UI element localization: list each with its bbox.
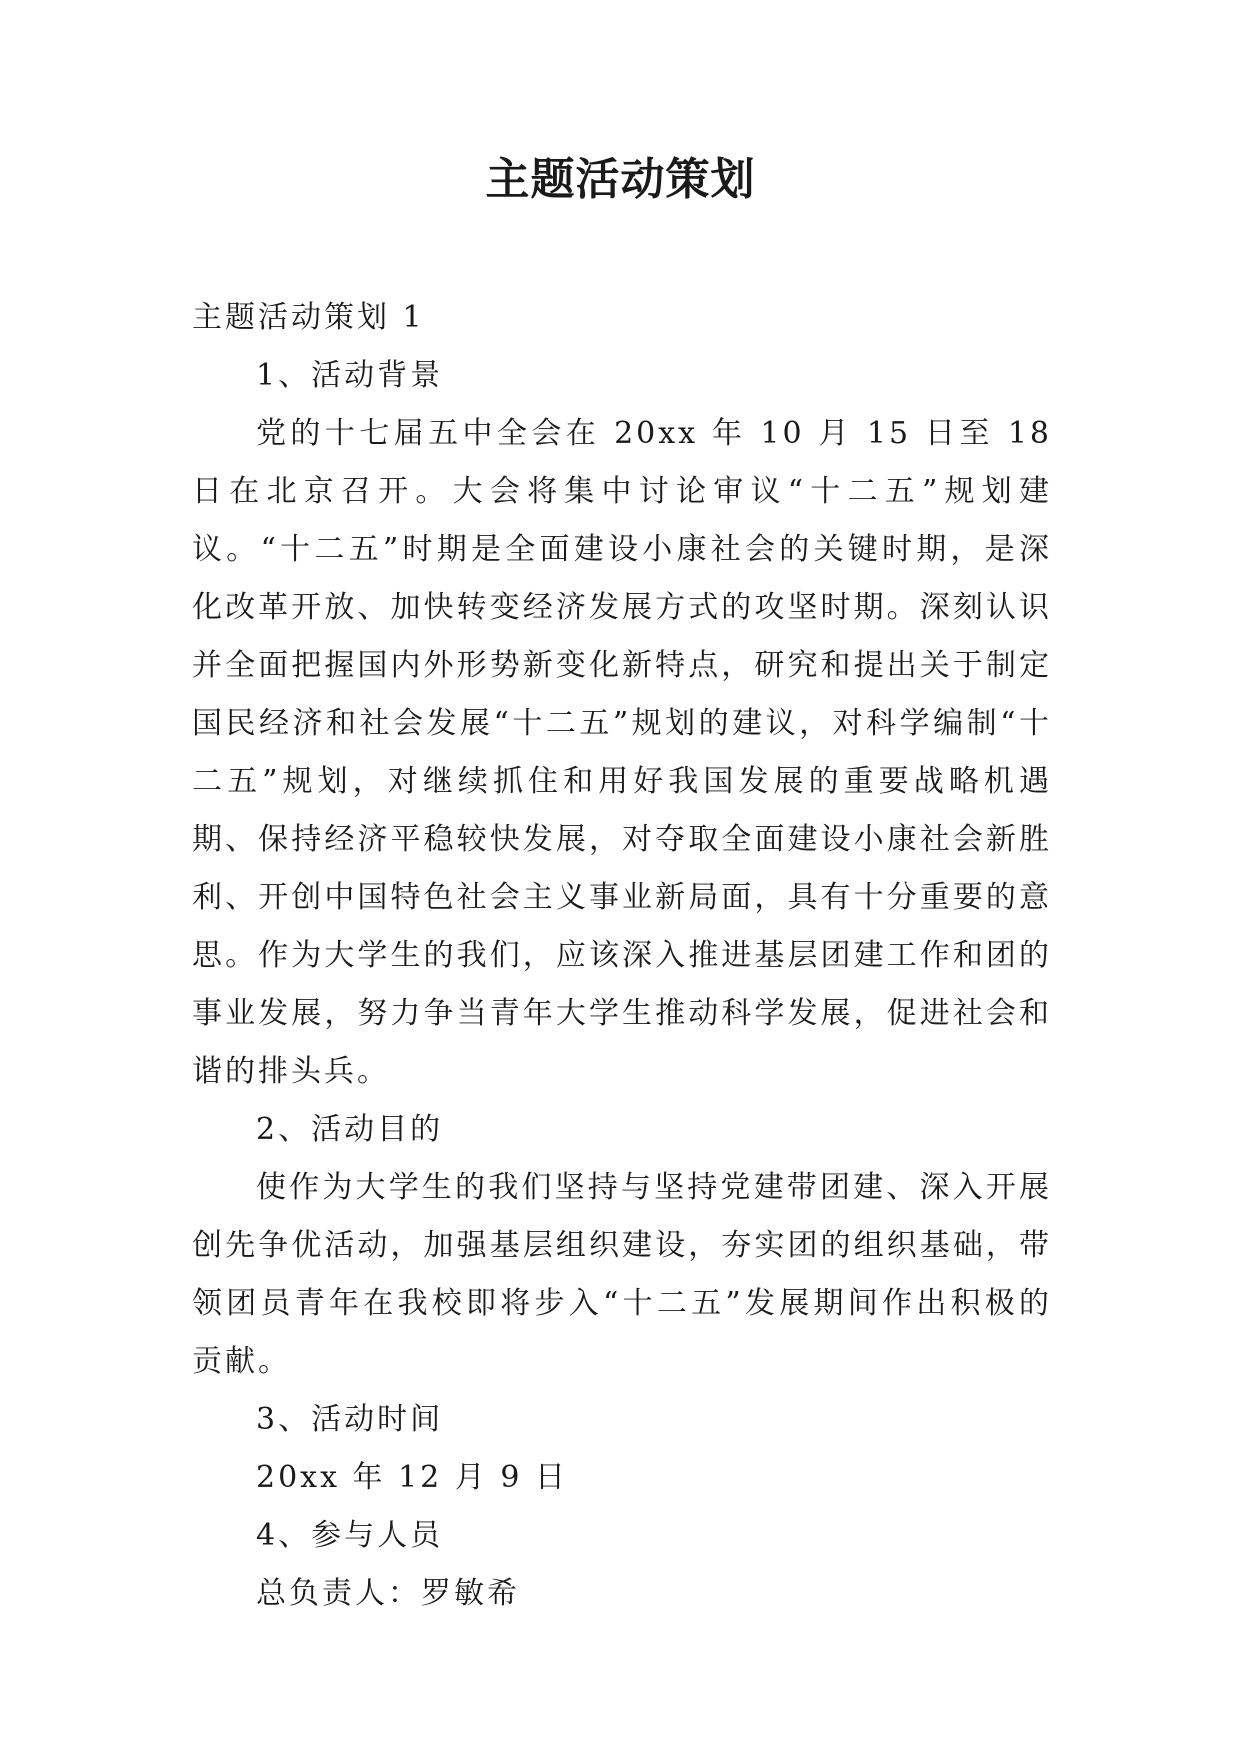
- document-body: [192, 289, 1052, 1623]
- paragraph-background: 党的十七届五中全会在 20xx 年 10 月 15 日至 18 日在北京召开。大会将集中讨论审议“十二五”规划建议。“十二五”时期是全面建设小康社会的关键时期，是深化改革开放、加快转变经济发展方式的攻坚时期。深刻认识并全面把握国内外形势新变化新特点，研究和提出关于制定国民经济和社会发展“十二五”规划的建议，对科学编制“十二五”规划，对继续抓住和用好我国发展的重要战略机遇期、保持经济平稳较快发展，对夺取全面建设小康社会新胜利、开创中国特色社会主义事业新局面，具有十分重要的意思。作为大学生的我们，应该深入推进基层团建工作和团的事业发展，努力争当青年大学生推动科学发展，促进社会和谐的排头兵。: [192, 416, 1052, 1089]
- section-heading-time: 3、活动时间: [256, 1402, 444, 1437]
- paragraph-time: 20xx 年 12 月 9 日: [256, 1460, 568, 1495]
- section-heading-purpose: 2、活动目的: [256, 1112, 444, 1147]
- section-heading-participants: 4、参与人员: [256, 1518, 444, 1553]
- section-heading-background: 1、活动背景: [256, 358, 444, 393]
- paragraph-participants: 总负责人：罗敏希: [256, 1576, 520, 1611]
- document-title: 主题活动策划: [485, 154, 756, 205]
- paragraph-purpose: 使作为大学生的我们坚持与坚持党建带团建、深入开展创先争优活动，加强基层组织建设，夯实团的组织基础，带领团员青年在我校即将步入“十二五”发展期间作出积极的贡献。: [192, 1170, 1052, 1379]
- document-subtitle: 主题活动策划 1: [192, 300, 425, 335]
